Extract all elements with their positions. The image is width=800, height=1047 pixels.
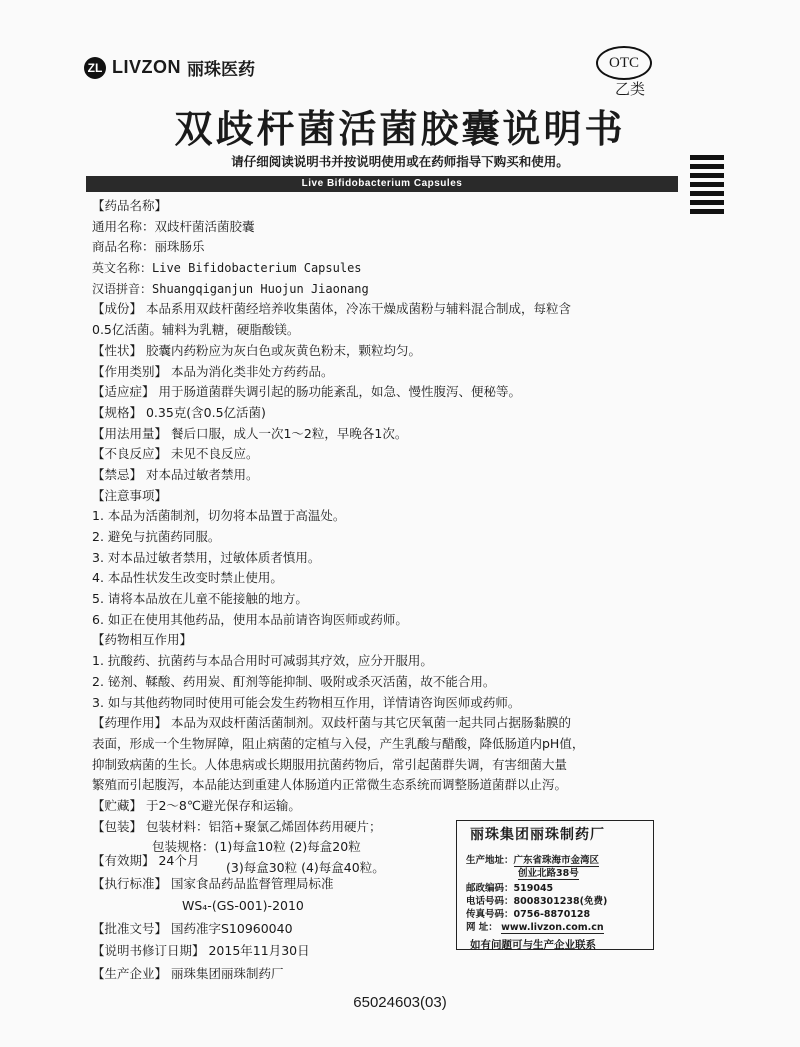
text-line: 【包装】 包装材料：铝箔+聚氯乙烯固体药用硬片； <box>92 818 382 834</box>
text-line: 【用法用量】 餐后口服，成人一次1～2粒，早晚各1次。 <box>92 425 408 441</box>
text-line: 【药理作用】 本品为双歧杆菌活菌制剂。双歧杆菌与其它厌氧菌一起共同占据肠黏膜的 <box>92 715 571 731</box>
document-subtitle: 请仔细阅读说明书并按说明使用或在药师指导下购买和使用。 <box>231 154 569 169</box>
text-line: 1. 本品为活菌制剂，切勿将本品置于高温处。 <box>92 508 346 524</box>
text-line: 3. 如与其他药物同时使用可能会发生药物相互作用，详情请咨询医师或药师。 <box>92 694 521 710</box>
text-line: 【执行标准】 国家食品药品监督管理局标准 <box>92 875 334 891</box>
text-line: 【说明书修订日期】 2015年11月30日 <box>92 943 310 958</box>
document-code: 65024603(03) <box>353 994 447 1011</box>
text-line: 【有效期】 24个月 <box>92 853 200 868</box>
document-title: 双歧杆菌活菌胶囊说明书 <box>174 107 626 151</box>
text-line: 英文名称：Live Bifidobacterium Capsules <box>92 261 362 276</box>
leaflet-body <box>92 196 692 879</box>
text-line: 【规格】 0.35克(含0.5亿活菌) <box>92 404 266 420</box>
brand-logo <box>84 55 255 80</box>
logo-english: LIVZON <box>112 57 181 77</box>
text-line: 4. 本品性状发生改变时禁止使用。 <box>92 570 283 586</box>
address-value-2: 创业北路38号 <box>518 865 579 880</box>
text-line: 6. 如正在使用其他药品，使用本品前请咨询医师或药师。 <box>92 611 408 627</box>
fax: 传真号码：0756-8870128 <box>466 909 591 920</box>
stripe-decoration <box>690 155 724 218</box>
text-line: 【注意事项】 <box>92 487 168 503</box>
otc-badge: OTC <box>596 46 652 80</box>
text-line: 3. 对本品过敏者禁用，过敏体质者慎用。 <box>92 549 321 565</box>
english-name-band: Live Bifidobacterium Capsules <box>86 176 678 192</box>
otc-class-label: 乙类 <box>614 80 645 98</box>
text-line: 通用名称：双歧杆菌活菌胶囊 <box>92 218 255 234</box>
text-line: 2. 铋剂、鞣酸、药用炭、酊剂等能抑制、吸附或杀灭活菌，故不能合用。 <box>92 673 496 689</box>
text-line: (3)每盒30粒 (4)每盒40粒。 <box>226 860 385 875</box>
text-line: 【禁忌】 对本品过敏者禁用。 <box>92 466 259 482</box>
text-line: 5. 请将本品放在儿童不能接触的地方。 <box>92 591 308 607</box>
postcode: 邮政编码：519045 <box>466 883 554 894</box>
text-line: 【成份】 本品系用双歧杆菌经培养收集菌体，冷冻干燥成菌粉与辅料混合制成，每粒含 <box>92 301 571 317</box>
text-line: 【贮藏】 于2～8℃避光保存和运输。 <box>92 797 301 813</box>
text-line: 【适应症】 用于肠道菌群失调引起的肠功能紊乱，如急、慢性腹泻、便秘等。 <box>92 384 521 400</box>
text-line: 0.5亿活菌。辅料为乳糖，硬脂酸镁。 <box>92 322 300 338</box>
text-line: 抑制致病菌的生长。人体患病或长期服用抗菌药物后，常引起菌群失调，有害细菌大量 <box>92 756 568 772</box>
manufacturer-title: 丽珠集团丽珠制药厂 <box>470 827 605 843</box>
text-line: 商品名称：丽珠肠乐 <box>92 239 205 255</box>
contact-note: 如有问题可与生产企业联系 <box>470 939 596 951</box>
text-line: 【药物相互作用】 <box>92 632 193 648</box>
text-line: 汉语拼音：Shuangqiganjun Huojun Jiaonang <box>92 281 369 296</box>
text-line: WS₄-(GS-001)-2010 <box>182 898 304 913</box>
website-line <box>466 919 604 934</box>
address-label: 生产地址： <box>466 855 514 866</box>
address-value: 广东省珠海市金湾区 <box>514 852 600 867</box>
phone: 电话号码：8008301238(免费) <box>466 896 608 907</box>
text-line: 1. 抗酸药、抗菌药与本品合用时可减弱其疗效，应分开服用。 <box>92 653 433 669</box>
text-line: 表面，形成一个生物屏障，阻止病菌的定植与入侵，产生乳酸与醋酸，降低肠道内pH值， <box>92 735 585 751</box>
address-line-2 <box>518 865 579 880</box>
website-label: 网 址： <box>466 922 498 933</box>
text-line: 【药品名称】 <box>92 198 168 213</box>
text-line: 【生产企业】 丽珠集团丽珠制药厂 <box>92 965 284 981</box>
text-line: 【批准文号】 国药准字S10960040 <box>92 920 293 936</box>
logo-chinese: 丽珠医药 <box>187 60 255 80</box>
text-line: 【性状】 胶囊内药粉应为灰白色或灰黄色粉末，颗粒均匀。 <box>92 342 421 358</box>
text-line: 繁殖而引起腹泻，本品能达到重建人体肠道内正常微生态系统而调整肠道菌群以止泻。 <box>92 777 568 793</box>
text-line: 2. 避免与抗菌药同服。 <box>92 529 221 544</box>
text-line: 【作用类别】 本品为消化类非处方药药品。 <box>92 363 334 379</box>
text-line: 【不良反应】 未见不良反应。 <box>92 446 259 462</box>
livzon-logo-icon: ZL <box>84 57 106 79</box>
approval-block <box>92 850 432 985</box>
website-value: www.livzon.com.cn <box>501 922 604 933</box>
text-line: 包装规格：(1)每盒10粒 (2)每盒20粒 <box>152 839 361 855</box>
